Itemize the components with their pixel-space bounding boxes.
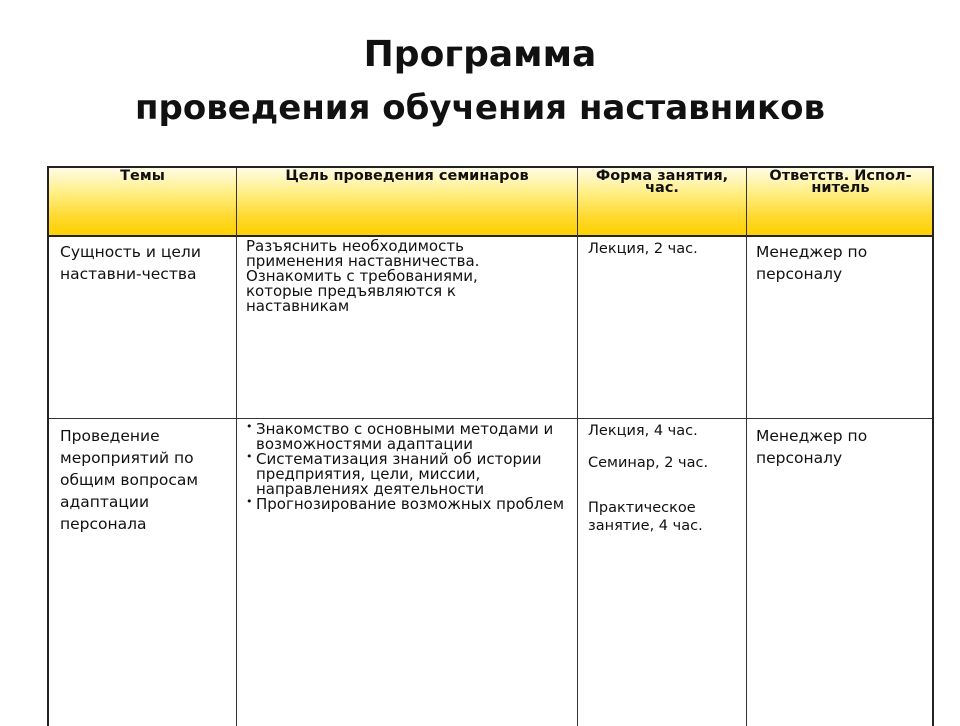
header-form: Форма занятия, час. [595,168,729,196]
row2-responsible: Менеджер по персоналу [756,427,868,467]
row-divider [49,418,932,419]
bullet-icon: • [246,450,253,463]
header-responsible: Ответств. Испол-нитель [769,168,912,196]
bullet-icon: • [246,420,253,433]
row2-topic: Проведение мероприятий по общим вопросам адаптации персонала [60,427,199,533]
row2-form-seminar: Семинар, 2 час. [588,455,709,471]
bullet-text: Прогнозирование возможных проблем [256,495,565,513]
row2-form-lecture: Лекция, 4 час. [588,423,698,439]
bullet-icon: • [246,495,253,508]
row1-goal-line: Ознакомить с требованиями, [246,267,478,285]
bullet-text: Знакомство с основными методами и возможностями адаптации [256,420,554,453]
row1-goal-line: применения наставничества. [246,252,480,270]
bullet-text: Систематизация знаний об истории предприятия, цели, миссии, направлениях деятельности [256,450,542,498]
program-table [47,166,934,726]
page-subtitle: проведения обучения наставников [135,88,825,128]
column-divider [236,168,237,726]
page-title: Программа [363,34,597,75]
row2-goal [246,422,576,512]
row1-topic: Сущность и цели наставни-чества [60,243,201,283]
row1-goal-line: которые предъявляются к [246,282,456,300]
row1-goal [246,239,576,314]
row2-goal-bullet [246,422,576,452]
header-topics: Темы [120,168,165,184]
header-goal: Цель проведения семинаров [285,168,529,184]
column-divider [746,168,747,726]
row1-responsible: Менеджер по персоналу [756,243,868,283]
row1-goal-line: наставникам [246,297,350,315]
row2-goal-bullet [246,452,576,497]
row2-form-practice: Практическое занятие, 4 час. [588,500,703,534]
row1-goal-line: Разъяснить необходимость [246,237,464,255]
row1-form: Лекция, 2 час. [588,241,698,257]
row2-goal-bullet [246,497,576,512]
column-divider [577,168,578,726]
